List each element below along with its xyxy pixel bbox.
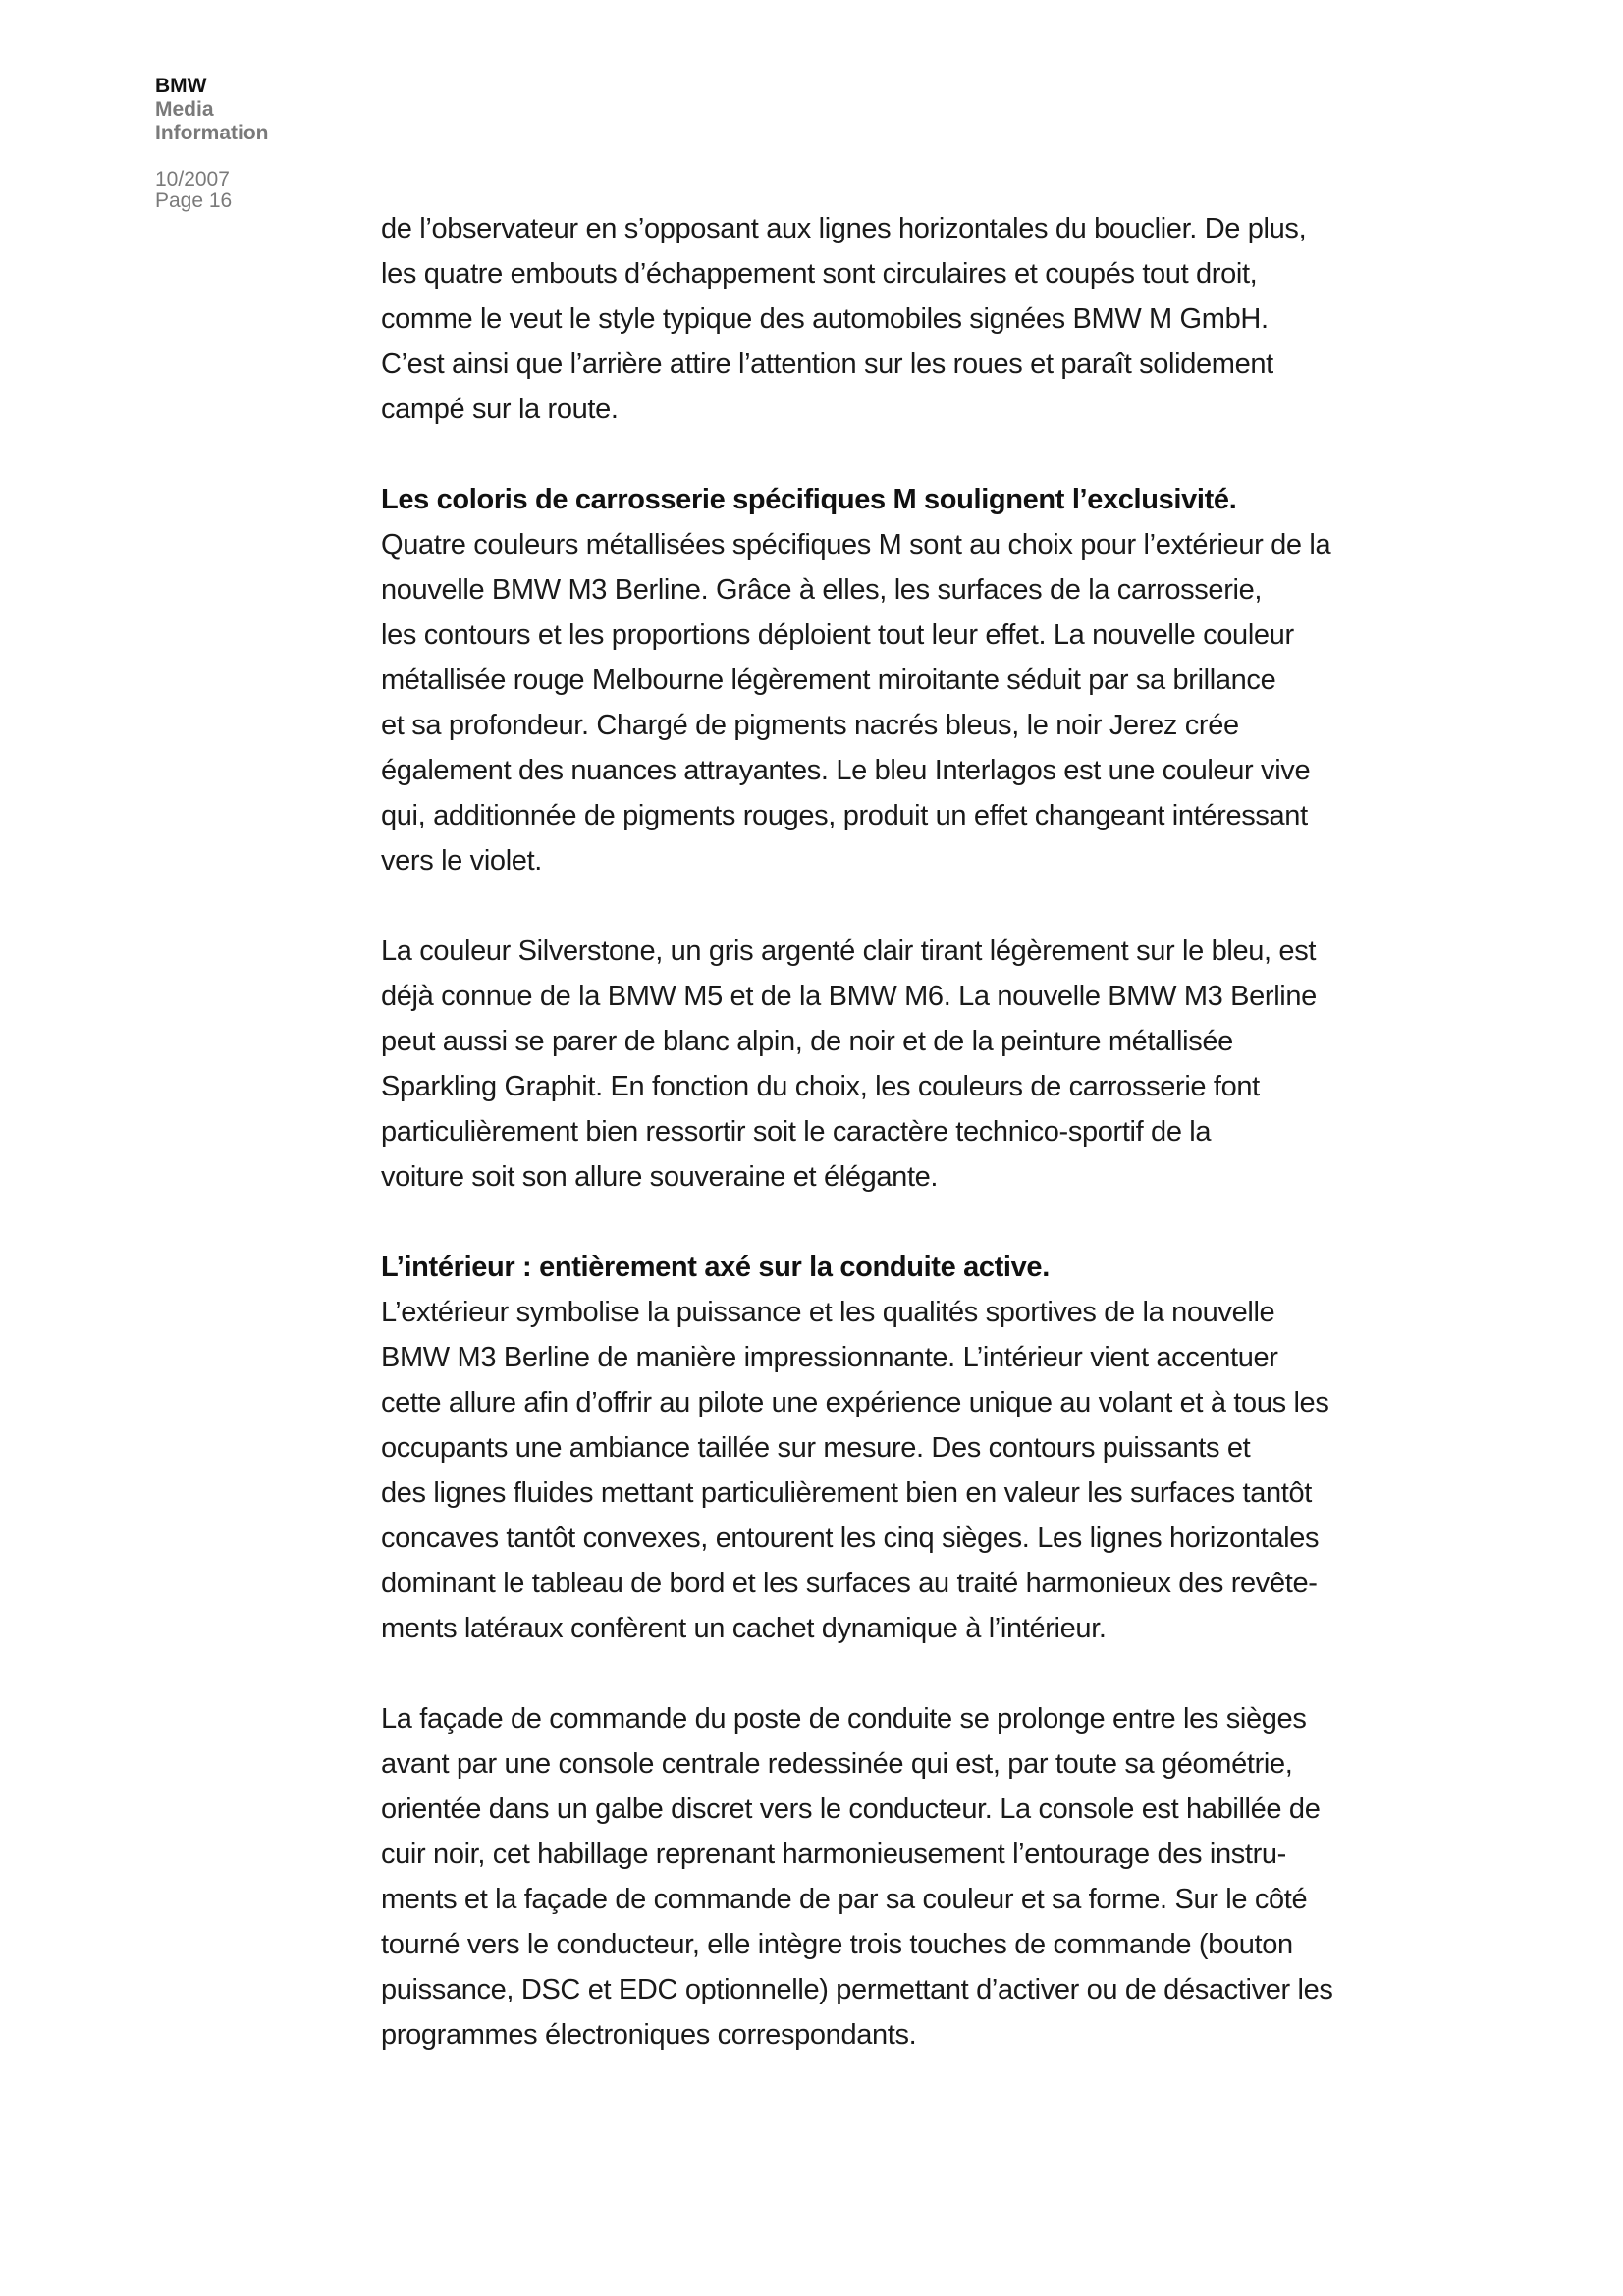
text-line: cuir noir, cet habillage reprenant harmonieusement l’entourage des instru- — [381, 1839, 1286, 1870]
text-line: dominant le tableau de bord et les surfaces au traité harmonieux des revête- — [381, 1568, 1318, 1599]
text-line: C’est ainsi que l’arrière attire l’attention sur les roues et paraît solidement — [381, 348, 1273, 380]
text-line: cette allure afin d’offrir au pilote une expérience unique au volant et à tous les — [381, 1387, 1329, 1418]
section-paragraph — [381, 1696, 1402, 2057]
text-line: peut aussi se parer de blanc alpin, de noir et de la peinture métallisée — [381, 1026, 1233, 1057]
section-heading: Les coloris de carrosserie spécifiques M soulignent l’exclusivité. — [381, 484, 1237, 515]
text-line: qui, additionnée de pigments rouges, produit un effet changeant intéressant — [381, 800, 1308, 831]
text-line: nouvelle BMW M3 Berline. Grâce à elles, les surfaces de la carrosserie, — [381, 574, 1263, 606]
text-line: Sparkling Graphit. En fonction du choix, les couleurs de carrosserie font — [381, 1071, 1260, 1102]
text-line: des lignes fluides mettant particulièrement bien en valeur les surfaces tantôt — [381, 1477, 1312, 1509]
text-line: de l’observateur en s’opposant aux lignes horizontales du bouclier. De plus, — [381, 213, 1307, 244]
text-line: La façade de commande du poste de conduite se prolonge entre les sièges — [381, 1703, 1307, 1735]
section-interior — [381, 1245, 1402, 2057]
masthead — [155, 75, 352, 212]
section-paragraph — [381, 929, 1402, 1200]
text-line: les contours et les proportions déploient tout leur effet. La nouvelle couleur — [381, 619, 1294, 651]
section-heading: L’intérieur : entièrement axé sur la conduite active. — [381, 1252, 1050, 1283]
text-line: vers le violet. — [381, 845, 542, 877]
document-body — [381, 206, 1402, 2057]
text-line: avant par une console centrale redessinée qui est, par toute sa géométrie, — [381, 1748, 1293, 1780]
document-date: 10/2007 — [155, 168, 230, 190]
text-line: voiture soit son allure souveraine et élégante. — [381, 1161, 939, 1193]
text-line: tourné vers le conducteur, elle intègre trois touches de commande (bouton — [381, 1929, 1293, 1960]
text-line: puissance, DSC et EDC optionnelle) permettant d’activer ou de désactiver les — [381, 1974, 1333, 2005]
text-line: particulièrement bien ressortir soit le caractère technico-sportif de la — [381, 1116, 1212, 1148]
text-line: La couleur Silverstone, un gris argenté clair tirant légèrement sur le bleu, est — [381, 935, 1317, 967]
text-line: également des nuances attrayantes. Le bleu Interlagos est une couleur vive — [381, 755, 1311, 786]
brand-name: BMW — [155, 75, 207, 97]
text-line: les quatre embouts d’échappement sont circulaires et coupés tout droit, — [381, 258, 1258, 290]
text-line: BMW M3 Berline de manière impressionnante. L’intérieur vient accentuer — [381, 1342, 1278, 1373]
text-line: orientée dans un galbe discret vers le conducteur. La console est habillée de — [381, 1793, 1321, 1825]
text-line: L’extérieur symbolise la puissance et les qualités sportives de la nouvelle — [381, 1297, 1275, 1328]
text-line: programmes électroniques correspondants. — [381, 2019, 917, 2051]
section-paragraph — [381, 1245, 1402, 1651]
section-paragraph — [381, 477, 1402, 883]
text-line: et sa profondeur. Chargé de pigments nacrés bleus, le noir Jerez crée — [381, 710, 1239, 741]
text-line: métallisée rouge Melbourne légèrement miroitante séduit par sa brillance — [381, 665, 1276, 696]
text-line: ments et la façade de commande de par sa couleur et sa forme. Sur le côté — [381, 1884, 1308, 1915]
text-line: ments latéraux confèrent un cachet dynamique à l’intérieur. — [381, 1613, 1107, 1644]
text-line: Quatre couleurs métallisées spécifiques M sont au choix pour l’extérieur de la — [381, 529, 1331, 561]
text-line: déjà connue de la BMW M5 et de la BMW M6. La nouvelle BMW M3 Berline — [381, 981, 1317, 1012]
section-body-colors — [381, 477, 1402, 1200]
text-line: campé sur la route. — [381, 394, 619, 425]
text-line: comme le veut le style typique des automobiles signées BMW M GmbH. — [381, 303, 1269, 335]
text-line: occupants une ambiance taillée sur mesure. Des contours puissants et — [381, 1432, 1251, 1464]
brand-subtitle-media: Media — [155, 98, 214, 121]
text-line: concaves tantôt convexes, entourent les cinq sièges. Les lignes horizontales — [381, 1522, 1320, 1554]
brand-subtitle-information: Information — [155, 122, 269, 144]
intro-paragraph — [381, 206, 1402, 432]
page-number: Page 16 — [155, 189, 233, 212]
